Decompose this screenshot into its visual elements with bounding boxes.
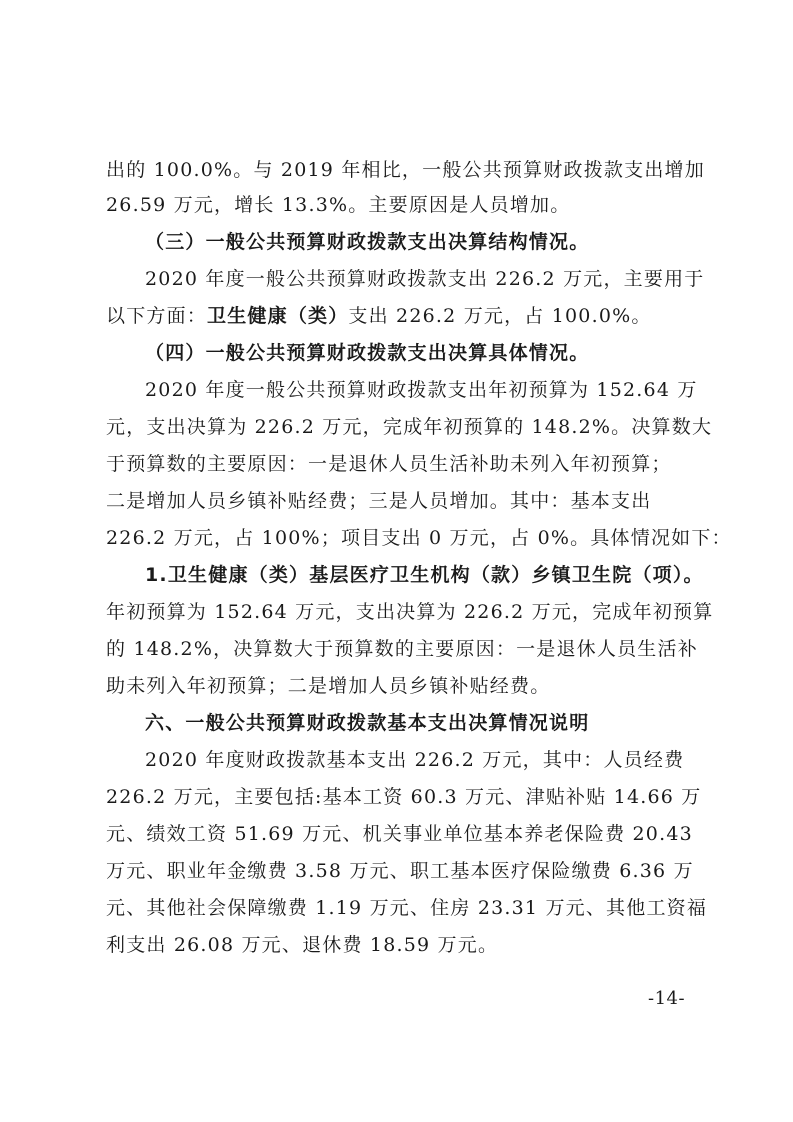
body-line: 2020 年度一般公共预算财政拨款支出 226.2 万元，主要用于 [145, 268, 705, 290]
body-line: 元，支出决算为 226.2 万元，完成年初预算的 148.2%。决算数大 [106, 416, 713, 438]
body-line: 于预算数的主要原因：一是退休人员生活补助未列入年初预算； [106, 453, 672, 475]
highlight-category: 卫生健康（类） [207, 305, 349, 327]
body-line-mixed [106, 303, 696, 329]
body-line: 2020 年度一般公共预算财政拨款支出年初预算为 152.64 万 [145, 379, 698, 401]
body-text: 以下方面： [106, 305, 208, 327]
body-text: 支出 226.2 万元，占 100.0%。 [348, 305, 652, 327]
body-line: 助未列入年初预算；二是增加人员乡镇补贴经费。 [106, 675, 551, 697]
body-line: 万元、职业年金缴费 3.58 万元、职工基本医疗保险缴费 6.36 万 [106, 860, 694, 882]
body-line: 年初预算为 152.64 万元，支出决算为 226.2 万元，完成年初预算 [106, 601, 714, 623]
section-heading-4: （四）一般公共预算财政拨款支出决算具体情况。 [145, 342, 590, 364]
item-heading-1: 1.卫生健康（类）基层医疗卫生机构（款）乡镇卫生院（项）。 [145, 564, 704, 586]
section-heading-6: 六、一般公共预算财政拨款基本支出决算情况说明 [145, 712, 590, 734]
body-line: 的 148.2%，决算数大于预算数的主要原因：一是退休人员生活补 [106, 638, 698, 660]
body-line: 出的 100.0%。与 2019 年相比，一般公共预算财政拨款支出增加 [106, 159, 705, 181]
section-heading-3: （三）一般公共预算财政拨款支出决算结构情况。 [145, 231, 590, 253]
body-line: 2020 年度财政拨款基本支出 226.2 万元，其中：人员经费 [145, 749, 685, 771]
page-number: -14- [648, 988, 686, 1009]
body-line: 二是增加人员乡镇补贴经费；三是人员增加。其中：基本支出 [106, 490, 652, 512]
body-line: 元、绩效工资 51.69 万元、机关事业单位基本养老保险费 20.43 [106, 823, 693, 845]
body-line: 26.59 万元，增长 13.3%。主要原因是人员增加。 [106, 194, 571, 216]
body-line: 利支出 26.08 万元、退休费 18.59 万元。 [106, 934, 499, 956]
body-line: 元、其他社会保障缴费 1.19 万元、住房 23.31 万元、其他工资福 [106, 897, 708, 919]
body-line: 226.2 万元，主要包括:基本工资 60.3 万元、津贴补贴 14.66 万 [106, 786, 702, 808]
body-line: 226.2 万元，占 100%；项目支出 0 万元，占 0%。具体情况如下： [106, 527, 732, 549]
